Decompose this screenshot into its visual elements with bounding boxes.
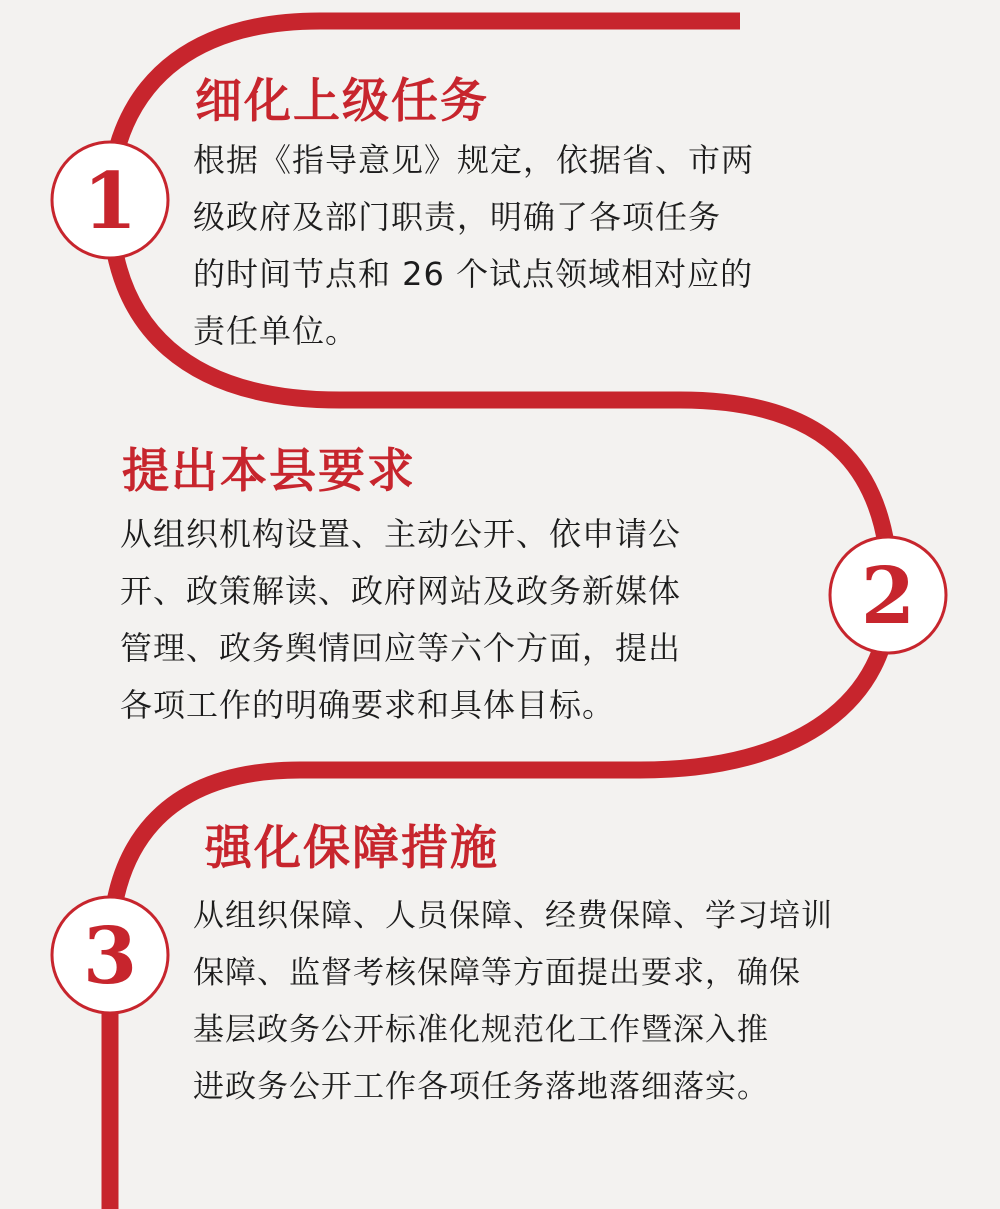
step-2-number-badge [830, 537, 946, 653]
step-3-body [193, 888, 833, 1116]
step-1-line: 级政府及部门职责，明确了各项任务 [193, 198, 722, 236]
step-3-number-badge [52, 897, 168, 1013]
step-3-title: 强化保障措施 [205, 821, 499, 876]
step-2-title: 提出本县要求 [122, 444, 416, 499]
step-3-line: 进政务公开工作各项任务落地落细落实。 [193, 1069, 769, 1105]
step-3-line: 基层政务公开标准化规范化工作暨深入推 [193, 1012, 769, 1048]
step-1-number-badge [52, 142, 168, 258]
step-1-body [193, 132, 754, 360]
step-2-body [120, 506, 681, 734]
step-2-line: 各项工作的明确要求和具体目标。 [120, 686, 616, 724]
step-2-line: 管理、政务舆情回应等六个方面，提出 [120, 629, 682, 667]
step-2-number: 2 [860, 551, 916, 642]
step-3-line: 从组织保障、人员保障、经费保障、学习培训 [193, 898, 833, 934]
step-2-line: 开、政策解读、政府网站及政务新媒体 [120, 572, 682, 610]
step-1-line: 根据《指导意见》规定，依据省、市两 [193, 141, 755, 179]
step-1-number: 1 [82, 156, 138, 247]
step-3-line: 保障、监督考核保障等方面提出要求，确保 [193, 955, 801, 991]
step-2-line: 从组织机构设置、主动公开、依申请公 [120, 515, 682, 553]
step-1-line: 的时间节点和 26 个试点领域相对应的 [193, 255, 754, 293]
step-1-line: 责任单位。 [193, 312, 359, 350]
step-3-number: 3 [82, 911, 138, 1002]
step-1-title: 细化上级任务 [195, 74, 489, 129]
